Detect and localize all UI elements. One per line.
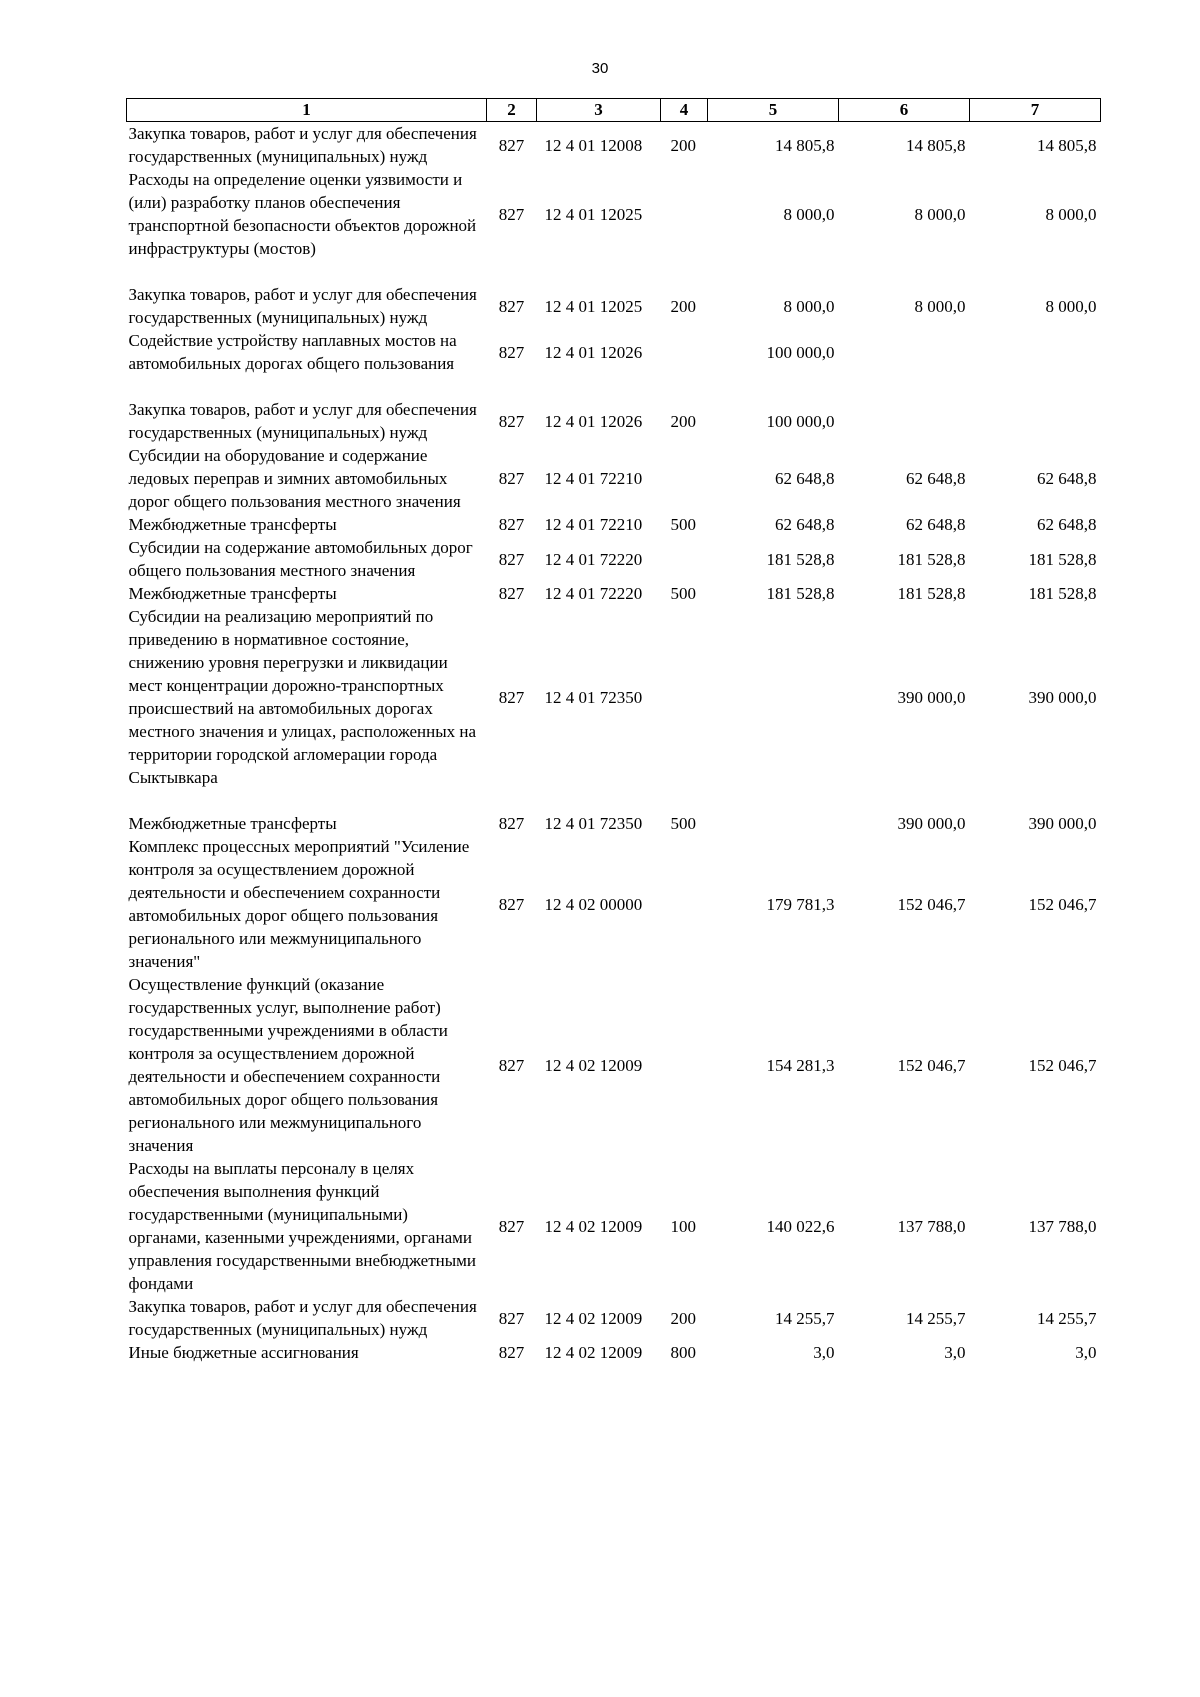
row-amount-col-6: 8 000,0 <box>914 296 966 316</box>
row-expense-type <box>661 973 708 1157</box>
row-amount-col-6 <box>839 329 970 398</box>
row-ministry-code: 827 <box>498 1055 525 1075</box>
row-expense-type: 200 <box>670 296 696 316</box>
row-ministry-code: 827 <box>498 411 525 431</box>
row-amount-col-6: 152 046,7 <box>897 894 966 914</box>
row-description: Расходы на выплаты персоналу в целях обеспечения выполнения функций государственными (муниципальными) органами, казенными учреждениями, органами управления государственными внебюджетными фондами <box>128 1159 477 1293</box>
row-description: Межбюджетные трансферты <box>128 814 337 833</box>
row-amount-col-5: 8 000,0 <box>783 204 835 224</box>
table-row <box>127 398 1101 444</box>
row-amount-col-5: 179 781,3 <box>766 894 835 914</box>
row-target-article: 12 4 01 12025 <box>544 296 643 316</box>
row-expense-type <box>661 329 708 398</box>
row-ministry-code: 827 <box>498 894 525 914</box>
row-target-article: 12 4 01 12026 <box>544 411 643 431</box>
table-row <box>127 122 1101 169</box>
row-target-article: 12 4 01 72210 <box>544 469 643 488</box>
row-amount-col-5: 154 281,3 <box>766 1055 835 1075</box>
row-description: Содействие устройству наплавных мостов на автомобильных дорогах общего пользования <box>128 331 457 373</box>
page-number: 30 <box>591 60 609 77</box>
header-col-3: 3 <box>537 99 661 122</box>
row-amount-col-6: 137 788,0 <box>897 1216 966 1236</box>
header-col-2: 2 <box>487 99 537 122</box>
row-ministry-code: 827 <box>498 515 525 534</box>
row-amount-col-6: 14 805,8 <box>906 135 966 155</box>
row-ministry-code: 827 <box>498 204 525 224</box>
row-amount-col-7: 14 255,7 <box>1037 1308 1097 1328</box>
row-amount-col-5: 62 648,8 <box>775 515 835 534</box>
row-amount-col-7: 137 788,0 <box>1028 1216 1097 1236</box>
row-target-article: 12 4 02 12009 <box>544 1308 643 1328</box>
header-col-1: 1 <box>127 99 487 122</box>
row-expense-type: 200 <box>670 1308 696 1328</box>
row-expense-type: 500 <box>670 814 696 833</box>
row-ministry-code: 827 <box>498 1343 525 1362</box>
row-expense-type <box>661 444 708 513</box>
row-target-article: 12 4 02 12009 <box>544 1055 643 1075</box>
row-amount-col-7: 62 648,8 <box>1037 469 1097 488</box>
row-amount-col-5: 100 000,0 <box>766 342 835 362</box>
row-target-article: 12 4 01 72210 <box>544 515 643 534</box>
row-description: Субсидии на оборудование и содержание ледовых переправ и зимних автомобильных дорог общего пользования местного значения <box>128 446 461 511</box>
row-amount-col-7 <box>970 398 1101 444</box>
table-row <box>127 513 1101 536</box>
table-row <box>127 1295 1101 1341</box>
row-target-article: 12 4 01 72350 <box>544 814 643 833</box>
row-amount-col-7: 62 648,8 <box>1037 515 1097 534</box>
row-amount-col-6: 14 255,7 <box>906 1308 966 1328</box>
row-expense-type: 100 <box>670 1216 696 1236</box>
table-row <box>127 283 1101 329</box>
row-amount-col-6: 152 046,7 <box>897 1055 966 1075</box>
row-amount-col-7: 181 528,8 <box>1028 549 1097 569</box>
table-row <box>127 536 1101 582</box>
table-row <box>127 444 1101 513</box>
table-row <box>127 1157 1101 1295</box>
row-ministry-code: 827 <box>498 469 525 488</box>
row-expense-type: 200 <box>670 411 696 431</box>
row-amount-col-6 <box>839 398 970 444</box>
table-row <box>127 329 1101 398</box>
row-amount-col-5: 62 648,8 <box>775 469 835 488</box>
row-ministry-code: 827 <box>498 687 525 707</box>
row-amount-col-5: 3,0 <box>813 1343 835 1362</box>
row-amount-col-7: 8 000,0 <box>1045 204 1097 224</box>
row-expense-type: 500 <box>670 584 696 603</box>
row-amount-col-7: 181 528,8 <box>1028 584 1097 603</box>
row-amount-col-7: 8 000,0 <box>1045 296 1097 316</box>
row-expense-type <box>661 605 708 812</box>
row-amount-col-5: 100 000,0 <box>766 411 835 431</box>
row-amount-col-7: 390 000,0 <box>1028 814 1097 833</box>
row-description: Межбюджетные трансферты <box>128 515 337 534</box>
row-description: Закупка товаров, работ и услуг для обеспечения государственных (муниципальных) нужд <box>128 285 477 327</box>
row-amount-col-7: 3,0 <box>1075 1343 1097 1362</box>
row-expense-type <box>661 536 708 582</box>
row-description: Закупка товаров, работ и услуг для обеспечения государственных (муниципальных) нужд <box>128 124 477 166</box>
row-description: Закупка товаров, работ и услуг для обеспечения государственных (муниципальных) нужд <box>128 400 477 442</box>
table-row <box>127 582 1101 605</box>
row-target-article: 12 4 02 00000 <box>544 894 643 914</box>
row-amount-col-6: 3,0 <box>944 1343 966 1362</box>
row-amount-col-7: 152 046,7 <box>1028 1055 1097 1075</box>
row-amount-col-6: 181 528,8 <box>897 584 966 603</box>
row-target-article: 12 4 02 12009 <box>544 1216 643 1236</box>
table-row <box>127 605 1101 812</box>
row-amount-col-7: 14 805,8 <box>1037 135 1097 155</box>
row-amount-col-6: 181 528,8 <box>897 549 966 569</box>
row-amount-col-5: 140 022,6 <box>766 1216 835 1236</box>
row-amount-col-5: 181 528,8 <box>766 549 835 569</box>
row-ministry-code: 827 <box>498 296 525 316</box>
row-amount-col-6: 62 648,8 <box>906 515 966 534</box>
row-description: Иные бюджетные ассигнования <box>128 1343 359 1362</box>
table-body <box>127 122 1101 1365</box>
row-ministry-code: 827 <box>498 549 525 569</box>
row-target-article: 12 4 01 12026 <box>544 342 643 362</box>
row-expense-type <box>661 835 708 973</box>
table-row <box>127 835 1101 973</box>
row-description: Комплекс процессных мероприятий "Усиление контроля за осуществлением дорожной деятельности и обеспечением сохранности автомобильных дорог общего пользования регионального или межмуниципального значения" <box>128 837 470 971</box>
row-description: Субсидии на реализацию мероприятий по приведению в нормативное состояние, снижению уровня перегрузки и ликвидации мест концентрации дорожно-транспортных происшествий на автомобильных дорогах местного значения и улицах, расположенных на территории городской агломерации города Сыктывкара <box>128 607 477 787</box>
header-col-5: 5 <box>708 99 839 122</box>
row-target-article: 12 4 01 72220 <box>544 549 643 569</box>
row-ministry-code: 827 <box>498 814 525 833</box>
row-amount-col-7 <box>970 329 1101 398</box>
header-col-6: 6 <box>839 99 970 122</box>
row-ministry-code: 827 <box>498 1216 525 1236</box>
table-header <box>127 99 1101 122</box>
row-target-article: 12 4 01 72220 <box>544 584 643 603</box>
table-row <box>127 973 1101 1157</box>
row-target-article: 12 4 01 72350 <box>544 687 643 707</box>
row-amount-col-5 <box>708 605 839 812</box>
row-target-article: 12 4 01 12008 <box>544 135 643 155</box>
budget-table <box>126 98 1101 1364</box>
row-amount-col-6: 62 648,8 <box>906 469 966 488</box>
row-amount-col-6: 390 000,0 <box>897 814 966 833</box>
table-row <box>127 1341 1101 1364</box>
row-amount-col-5: 181 528,8 <box>766 584 835 603</box>
row-amount-col-5: 8 000,0 <box>783 296 835 316</box>
row-expense-type <box>661 168 708 283</box>
row-expense-type: 800 <box>670 1343 696 1362</box>
row-amount-col-6: 8 000,0 <box>914 204 966 224</box>
row-description: Субсидии на содержание автомобильных дорог общего пользования местного значения <box>128 538 473 580</box>
row-expense-type: 500 <box>670 515 696 534</box>
row-amount-col-7: 152 046,7 <box>1028 894 1097 914</box>
row-description: Закупка товаров, работ и услуг для обеспечения государственных (муниципальных) нужд <box>128 1297 477 1339</box>
row-ministry-code: 827 <box>498 342 525 362</box>
row-ministry-code: 827 <box>498 135 525 155</box>
row-description: Осуществление функций (оказание государственных услуг, выполнение работ) государственными учреждениями в области контроля за осуществлением дорожной деятельности и обеспечением сохранности автомобильных дорог общего пользования регионального или межмуниципального значения <box>128 975 448 1155</box>
row-expense-type: 200 <box>670 135 696 155</box>
row-description: Межбюджетные трансферты <box>128 584 337 603</box>
row-amount-col-5: 14 255,7 <box>775 1308 835 1328</box>
row-description: Расходы на определение оценки уязвимости и (или) разработку планов обеспечения транспортной безопасности объектов дорожной инфраструктуры (мостов) <box>128 170 477 258</box>
row-ministry-code: 827 <box>498 584 525 603</box>
row-amount-col-5 <box>708 812 839 835</box>
row-ministry-code: 827 <box>498 1308 525 1328</box>
row-amount-col-5: 14 805,8 <box>775 135 835 155</box>
header-col-7: 7 <box>970 99 1101 122</box>
row-amount-col-6: 390 000,0 <box>897 687 966 707</box>
table-row <box>127 812 1101 835</box>
row-target-article: 12 4 02 12009 <box>544 1343 643 1362</box>
header-col-4: 4 <box>661 99 708 122</box>
header-row <box>127 99 1101 122</box>
table-row <box>127 168 1101 283</box>
row-amount-col-7: 390 000,0 <box>1028 687 1097 707</box>
row-target-article: 12 4 01 12025 <box>544 204 643 224</box>
